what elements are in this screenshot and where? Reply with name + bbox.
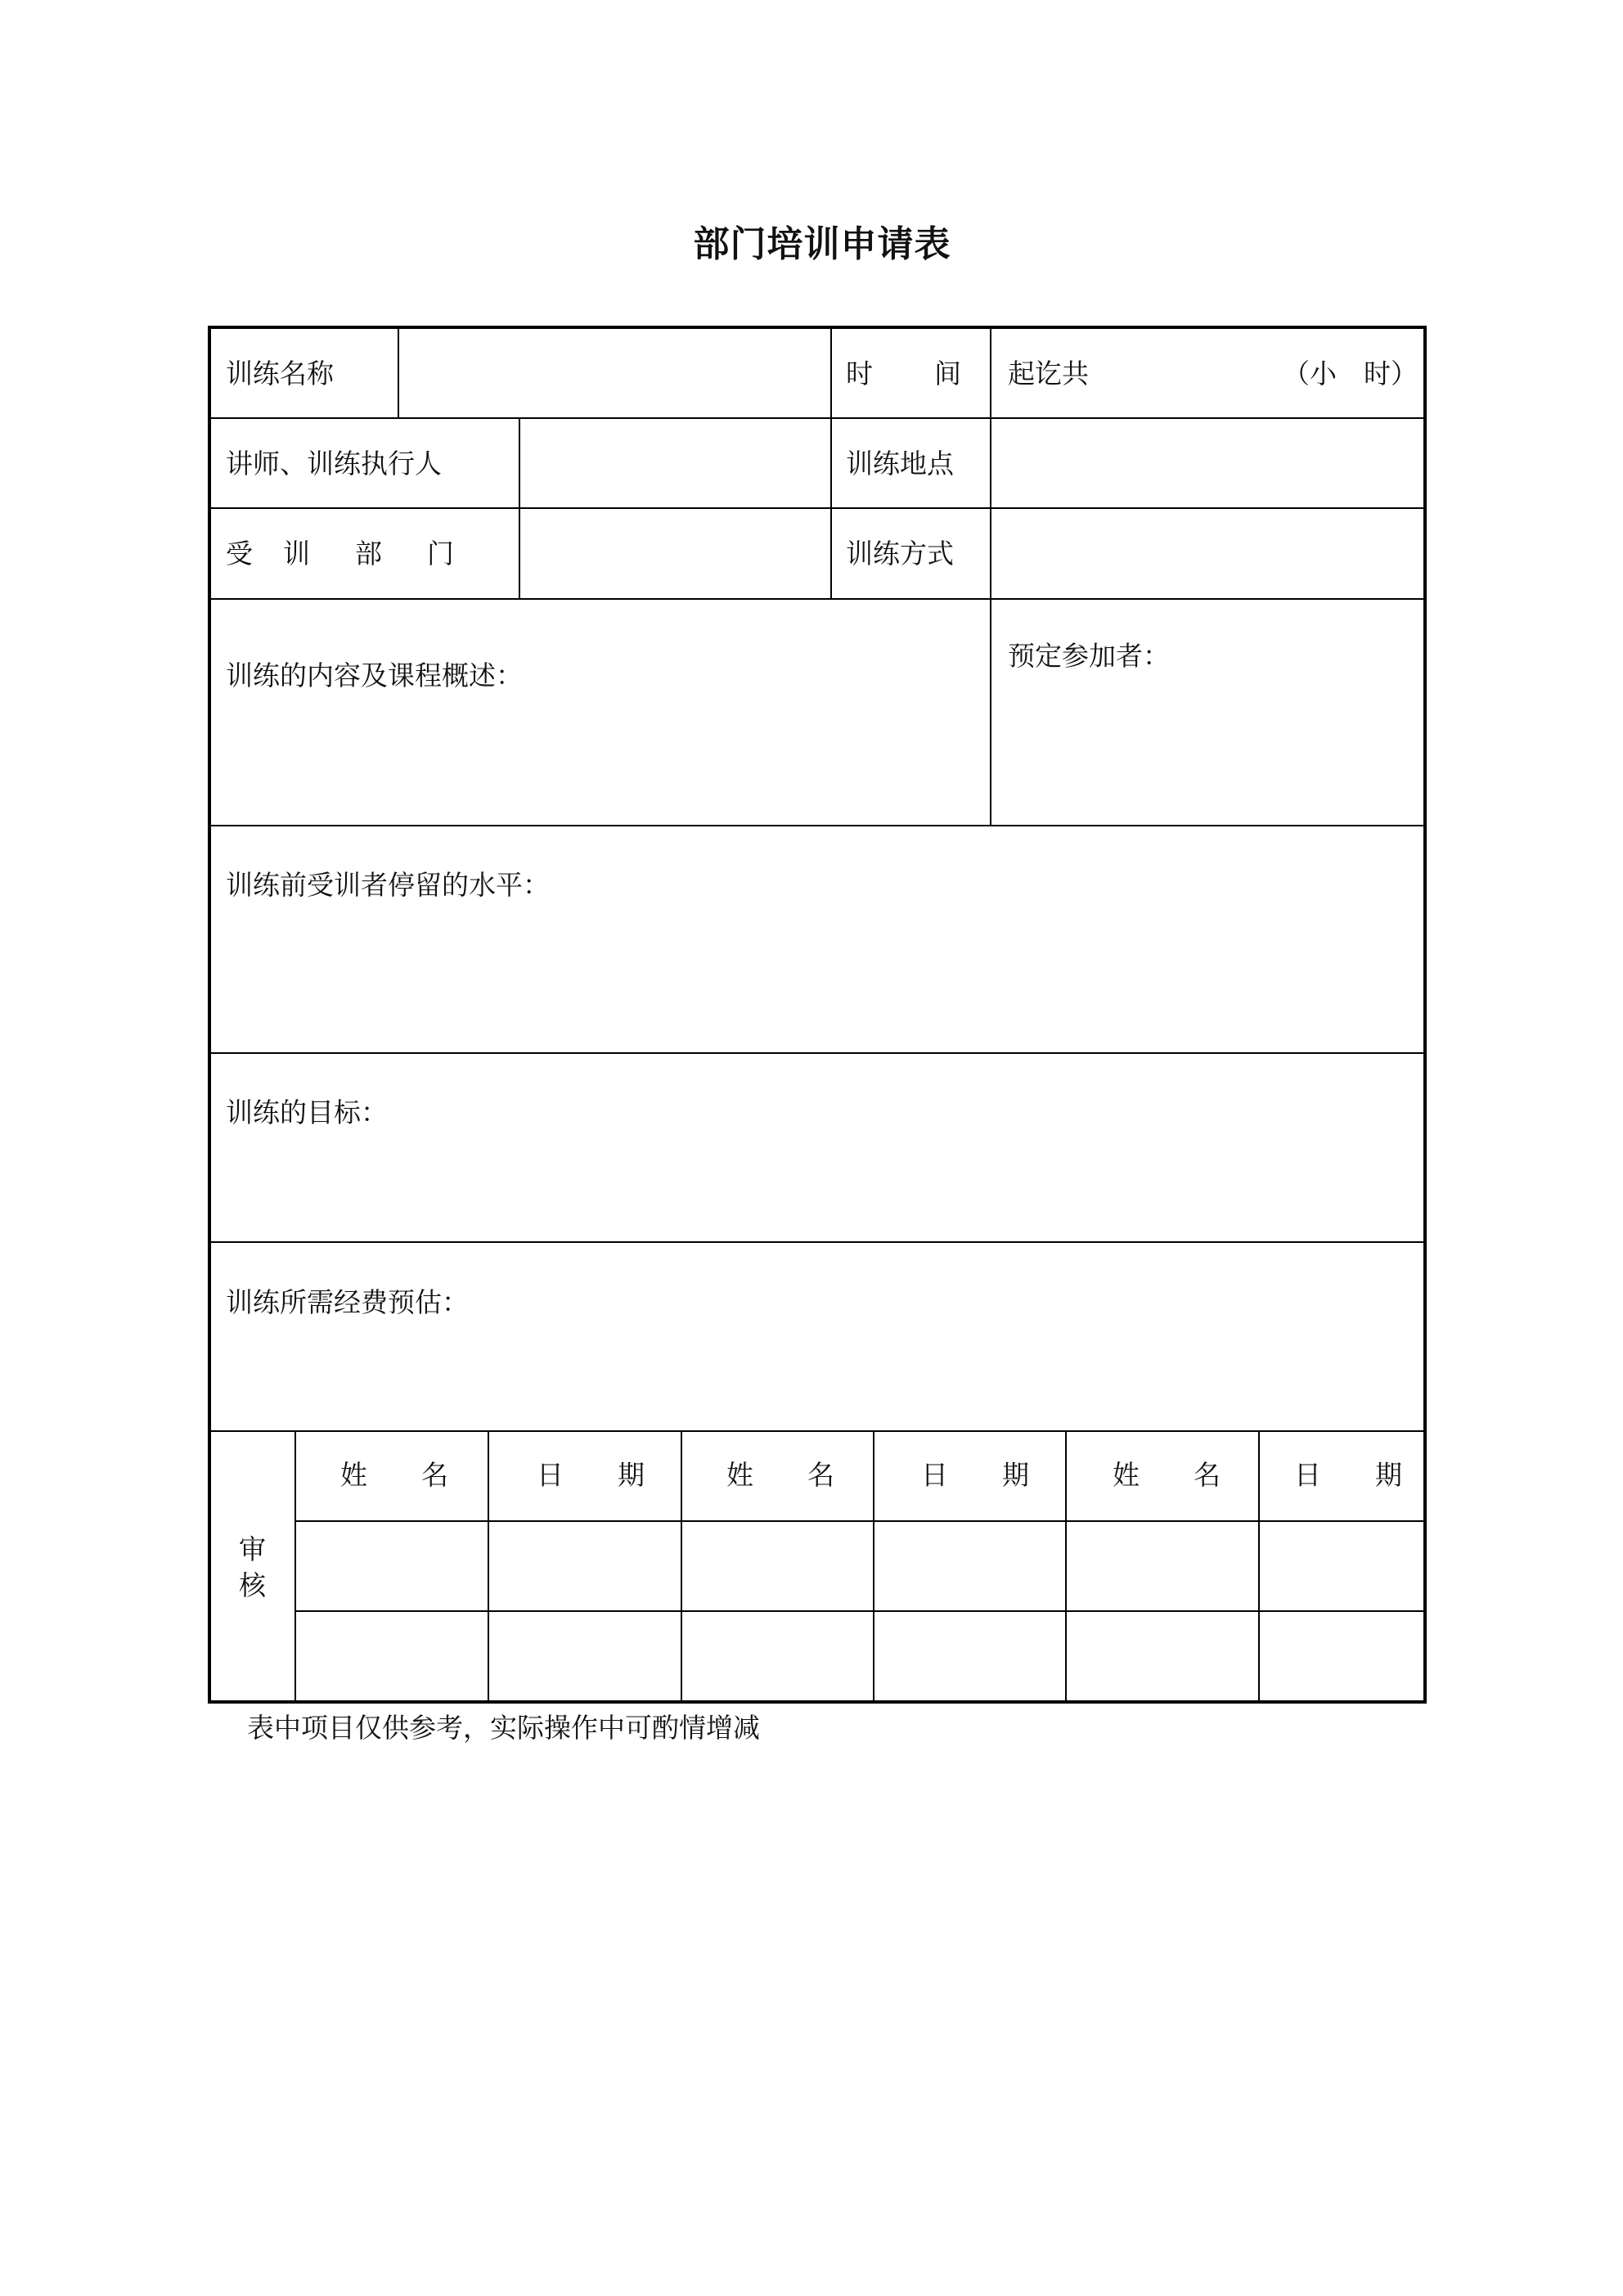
- row-divider: [208, 825, 1427, 826]
- method-field[interactable]: [993, 509, 1422, 597]
- dept-label-2: 训: [283, 538, 310, 569]
- col-divider: [519, 418, 520, 599]
- col-divider: [873, 1430, 874, 1702]
- content-label: 训练的内容及课程概述：: [226, 660, 523, 691]
- review-header-name: 姓 名: [340, 1459, 448, 1491]
- time-label-b: 间: [934, 358, 961, 389]
- dept-field[interactable]: [522, 509, 829, 597]
- review-header-date: 日 期: [921, 1459, 1029, 1491]
- row-divider: [208, 598, 1427, 600]
- col-divider: [681, 1430, 682, 1702]
- review-label-2: 核: [239, 1569, 266, 1601]
- time-label-a: 时: [846, 358, 873, 389]
- participants-label: 预定参加者：: [1008, 640, 1170, 672]
- method-label: 训练方式: [846, 538, 954, 569]
- review-header-date: 日 期: [1294, 1459, 1402, 1491]
- trainer-label: 讲师、训练执行人: [226, 448, 442, 479]
- dept-label-3: 部: [355, 538, 382, 569]
- row-divider: [208, 1430, 1427, 1432]
- review-label-1: 审: [239, 1533, 266, 1565]
- col-divider: [398, 327, 399, 418]
- row-divider: [208, 1241, 1427, 1243]
- pre-level-label: 训练前受训者停留的水平：: [226, 869, 550, 901]
- col-divider: [294, 1430, 296, 1702]
- footer-note: 表中项目仅供参考，实际操作中可酌情增减: [247, 1712, 760, 1744]
- col-divider: [830, 327, 832, 599]
- trainer-field[interactable]: [522, 419, 829, 506]
- location-label: 训练地点: [846, 448, 954, 479]
- row-divider: [208, 1052, 1427, 1054]
- review-header-date: 日 期: [537, 1459, 645, 1491]
- training-name-field[interactable]: [401, 329, 829, 417]
- col-divider: [1258, 1430, 1260, 1702]
- time-unit: （小 时）: [1283, 358, 1418, 389]
- location-field[interactable]: [993, 419, 1422, 506]
- form-border-left: [208, 326, 211, 1704]
- form-border-bottom: [208, 1700, 1427, 1704]
- dept-label-1: 受: [226, 538, 253, 569]
- review-header-name: 姓 名: [726, 1459, 834, 1491]
- goal-label: 训练的目标：: [226, 1096, 388, 1128]
- cost-label: 训练所需经费预估：: [226, 1286, 469, 1318]
- col-divider: [488, 1430, 489, 1702]
- time-prefix: 起讫共: [1008, 358, 1089, 389]
- col-divider: [990, 327, 991, 826]
- training-name-label: 训练名称: [226, 358, 334, 389]
- review-header-name: 姓 名: [1113, 1459, 1221, 1491]
- row-divider: [294, 1610, 1427, 1612]
- form-border-right: [1423, 326, 1427, 1704]
- col-divider: [1065, 1430, 1067, 1702]
- row-divider: [294, 1520, 1427, 1522]
- dept-label-4: 门: [427, 538, 454, 569]
- page-title: 部门培训申请表: [693, 223, 951, 265]
